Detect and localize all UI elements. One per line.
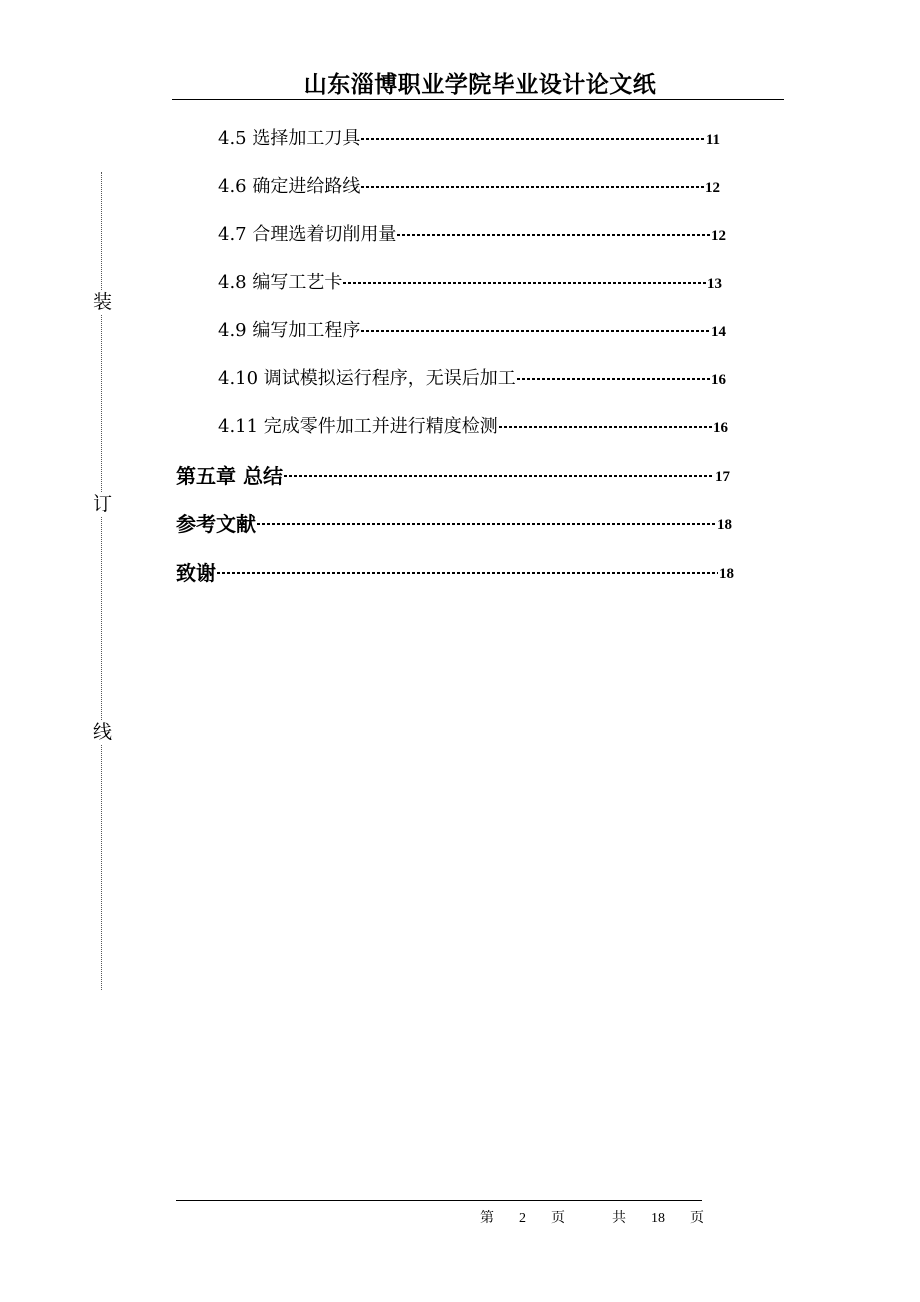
toc-entry-4-5[interactable] bbox=[218, 122, 720, 152]
toc-leader bbox=[343, 282, 706, 284]
toc-leader bbox=[361, 330, 710, 332]
toc-page-number: 17 bbox=[715, 468, 730, 485]
toc-leader bbox=[361, 138, 704, 140]
toc-label: 4.8 编写工艺卡 bbox=[218, 272, 343, 293]
toc-page-number: 14 bbox=[711, 323, 726, 340]
binding-char-middle: 订 bbox=[93, 493, 113, 515]
toc-label: 4.11 完成零件加工并进行精度检测 bbox=[218, 416, 498, 437]
toc-entry-4-7[interactable] bbox=[218, 218, 726, 248]
total-suffix: 页 bbox=[690, 1211, 704, 1226]
toc-entry-4-11[interactable] bbox=[218, 410, 728, 440]
toc-entry-4-9[interactable] bbox=[218, 314, 726, 344]
toc-entry-4-6[interactable] bbox=[218, 170, 720, 200]
toc-label: 4.9 编写加工程序 bbox=[218, 320, 361, 341]
toc-leader bbox=[257, 523, 716, 525]
toc-label: 4.7 合理选着切削用量 bbox=[218, 224, 397, 245]
document-title: 山东淄博职业学院毕业设计论文纸 bbox=[303, 71, 657, 98]
toc-leader bbox=[284, 475, 714, 477]
toc-page-number: 13 bbox=[707, 275, 722, 292]
toc-entry-4-8[interactable] bbox=[218, 266, 722, 296]
toc-label: 4.5 选择加工刀具 bbox=[218, 128, 361, 149]
toc-label: 4.6 确定进给路线 bbox=[218, 176, 361, 197]
toc-page-number: 12 bbox=[705, 179, 720, 196]
toc-leader bbox=[499, 426, 712, 428]
toc-entry-acknowledgements[interactable] bbox=[176, 556, 734, 586]
toc-page-number: 11 bbox=[705, 131, 720, 148]
page-counter bbox=[480, 1207, 704, 1227]
toc-leader bbox=[397, 234, 710, 236]
toc-page-number: 18 bbox=[717, 516, 732, 533]
page-prefix: 第 bbox=[480, 1211, 494, 1226]
toc-page-number: 16 bbox=[711, 371, 726, 388]
toc-label: 第五章 总结 bbox=[176, 463, 283, 488]
binding-char-bottom: 线 bbox=[93, 721, 113, 743]
total-page-count: 18 bbox=[651, 1211, 665, 1226]
toc-leader bbox=[361, 186, 704, 188]
binding-char-top: 装 bbox=[93, 291, 113, 313]
toc-label: 致谢 bbox=[176, 560, 216, 585]
toc-label: 参考文献 bbox=[176, 511, 256, 536]
header-divider bbox=[172, 99, 784, 100]
toc-leader bbox=[217, 572, 718, 574]
toc-leader bbox=[517, 378, 710, 380]
toc-page-number: 18 bbox=[719, 565, 734, 582]
total-prefix: 共 bbox=[612, 1211, 626, 1226]
current-page-number: 2 bbox=[519, 1211, 526, 1226]
toc-page-number: 12 bbox=[711, 227, 726, 244]
page-suffix: 页 bbox=[551, 1211, 565, 1226]
toc-label: 4.10 调试模拟运行程序，无误后加工 bbox=[218, 368, 516, 389]
toc-entry-4-10[interactable] bbox=[218, 362, 726, 392]
toc-entry-chapter-5[interactable] bbox=[176, 459, 730, 489]
toc-entry-references[interactable] bbox=[176, 507, 732, 537]
toc-page-number: 16 bbox=[713, 419, 728, 436]
footer-divider bbox=[176, 1200, 702, 1201]
